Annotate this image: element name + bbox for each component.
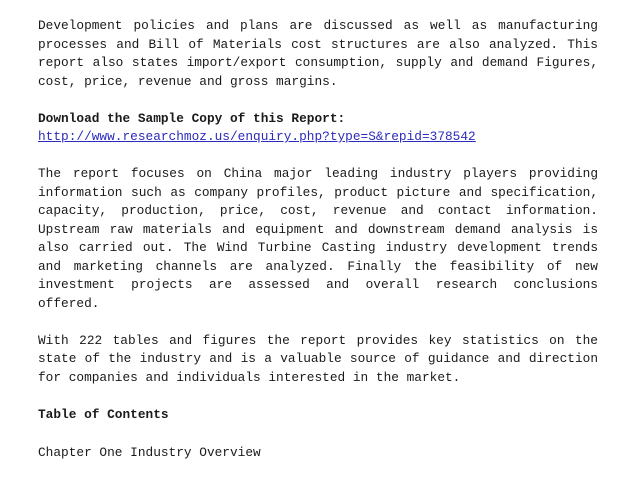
- document-page: [38, 17, 598, 462]
- chapter-one-entry: Chapter One Industry Overview: [38, 444, 261, 460]
- toc-heading: Table of Contents: [38, 406, 169, 422]
- intro-paragraph: Development policies and plans are discussed as well as manufacturing processes and Bill of Materials cost structures are also analyzed. This report also states import/export consumption, supply and demand Figures, cost, price, revenue and gross margins.: [38, 18, 598, 89]
- download-link[interactable]: http://www.researchmoz.us/enquiry.php?type=S&repid=378542: [38, 129, 476, 144]
- focus-paragraph: The report focuses on China major leading industry players providing information such as company profiles, product picture and specification, capacity, production, price, cost, revenue and contact information. Upstream raw materials and equipment and downstream demand analysis is also carried out. The Wind Turbine Casting industry development trends and marketing channels are analyzed. Finally the feasibility of new investment projects are assessed and overall research conclusions offered.: [38, 166, 598, 311]
- download-heading: Download the Sample Copy of this Report:: [38, 110, 346, 126]
- tables-paragraph: With 222 tables and figures the report provides key statistics on the state of the industry and is a valuable source of guidance and direction for companies and individuals interested in the market.: [38, 332, 598, 385]
